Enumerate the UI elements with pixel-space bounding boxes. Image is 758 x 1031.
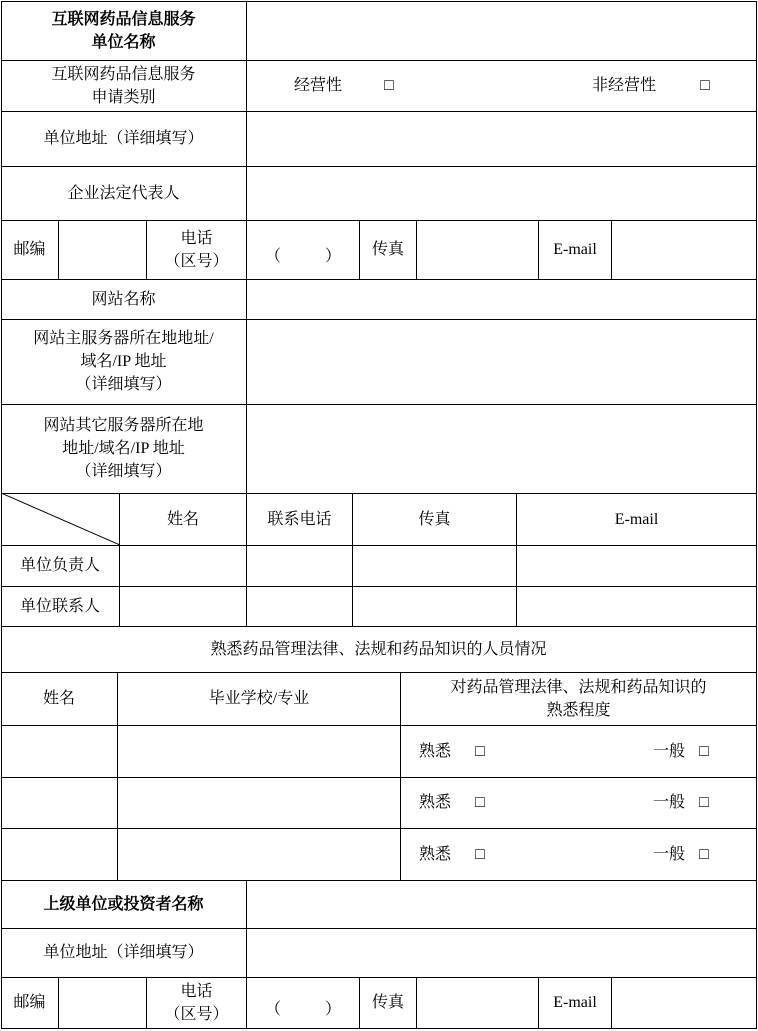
person-contact-email-field[interactable]	[517, 586, 756, 626]
person-head-email-field[interactable]	[517, 545, 756, 586]
phone-label-2: 电话 （区号）	[164, 982, 229, 1023]
fax-label: 传真	[371, 241, 404, 258]
unit-name-label: 互联网药品信息服务 单位名称	[51, 10, 196, 51]
other-server-label: 网站其它服务器所在地 地址/域名/IP 地址 （详细填写）	[43, 417, 204, 480]
staff-row-2-familiar-checkbox[interactable]: □	[475, 794, 485, 811]
unit-name-field[interactable]	[247, 1, 756, 60]
postcode-label: 邮编	[13, 241, 46, 258]
diagonal-header-line	[1, 493, 120, 545]
main-server-field[interactable]	[247, 319, 756, 404]
persons-col-phone: 联系电话	[267, 510, 332, 528]
email-label: E-mail	[553, 241, 597, 258]
staff-row-3-familiar-checkbox[interactable]: □	[475, 845, 485, 863]
staff-section-title: 熟悉药品管理法律、法规和药品知识的人员情况	[210, 640, 547, 658]
staff-row-2-general-label: 一般	[652, 794, 685, 811]
legal-rep-label: 企业法定代表人	[67, 184, 180, 202]
phone-label: 电话 （区号）	[164, 229, 229, 270]
person-contact-phone-field[interactable]	[247, 586, 352, 626]
staff-row-3-general-label: 一般	[652, 845, 685, 863]
staff-row-3-general-checkbox[interactable]: □	[699, 845, 709, 863]
option-noncommercial-checkbox[interactable]: □	[700, 77, 710, 94]
staff-row-1-school-field[interactable]	[118, 725, 400, 777]
staff-col-level: 对药品管理法律、法规和药品知识的 熟悉程度	[450, 678, 707, 719]
phone-field-2[interactable]: （ ）	[265, 1001, 341, 1018]
website-name-field[interactable]	[247, 279, 756, 319]
staff-row-2-general-checkbox[interactable]: □	[699, 794, 709, 811]
staff-row-3-school-field[interactable]	[118, 828, 400, 880]
person-contact-name-field[interactable]	[120, 586, 246, 626]
parent-address-field[interactable]	[247, 928, 756, 977]
persons-col-name: 姓名	[166, 510, 199, 528]
unit-address-field[interactable]	[247, 111, 756, 166]
staff-col-school: 毕业学校/专业	[208, 690, 310, 707]
persons-col-fax: 传真	[418, 510, 451, 528]
fax-field[interactable]	[417, 220, 538, 279]
person-head-name-field[interactable]	[120, 545, 246, 586]
postcode-field[interactable]	[59, 220, 146, 279]
staff-row-1-general-checkbox[interactable]: □	[699, 742, 709, 760]
fax-label-2: 传真	[371, 994, 404, 1011]
person-contact-label: 单位联系人	[19, 597, 100, 615]
staff-row-2-familiar-label: 熟悉	[418, 794, 451, 811]
staff-row-3-familiar-label: 熟悉	[418, 845, 451, 863]
phone-field[interactable]: （ ）	[265, 248, 341, 265]
email-label-2: E-mail	[553, 994, 597, 1011]
staff-row-3-name-field[interactable]	[1, 828, 117, 880]
email-field-2[interactable]	[612, 977, 756, 1028]
category-label: 互联网药品信息服务 申请类别	[51, 65, 196, 106]
legal-rep-field[interactable]	[247, 166, 756, 220]
main-server-label: 网站主服务器所在地地址/ 域名/IP 地址 （详细填写）	[33, 330, 214, 393]
staff-row-1-name-field[interactable]	[1, 725, 117, 777]
person-head-label: 单位负责人	[19, 557, 100, 574]
person-head-phone-field[interactable]	[247, 545, 352, 586]
email-field[interactable]	[612, 220, 756, 279]
option-noncommercial-label: 非经营性	[591, 77, 656, 94]
website-name-label: 网站名称	[91, 290, 156, 308]
staff-row-2-name-field[interactable]	[1, 777, 117, 828]
parent-name-field[interactable]	[247, 880, 756, 928]
persons-col-email: E-mail	[614, 510, 659, 528]
person-contact-fax-field[interactable]	[353, 586, 516, 626]
staff-row-1-familiar-checkbox[interactable]: □	[475, 742, 485, 760]
person-head-fax-field[interactable]	[353, 545, 516, 586]
fax-field-2[interactable]	[417, 977, 538, 1028]
parent-address-label: 单位地址（详细填写）	[43, 944, 204, 961]
postcode-label-2: 邮编	[13, 994, 46, 1011]
option-commercial-label: 经营性	[293, 77, 342, 94]
staff-row-1-familiar-label: 熟悉	[418, 742, 451, 760]
staff-col-name: 姓名	[42, 690, 75, 707]
postcode-field-2[interactable]	[59, 977, 146, 1028]
option-commercial-checkbox[interactable]: □	[384, 77, 394, 94]
parent-name-label: 上级单位或投资者名称	[43, 895, 204, 913]
staff-row-2-school-field[interactable]	[118, 777, 400, 828]
unit-address-label: 单位地址（详细填写）	[43, 130, 204, 147]
other-server-field[interactable]	[247, 404, 756, 493]
staff-row-1-general-label: 一般	[652, 742, 685, 760]
